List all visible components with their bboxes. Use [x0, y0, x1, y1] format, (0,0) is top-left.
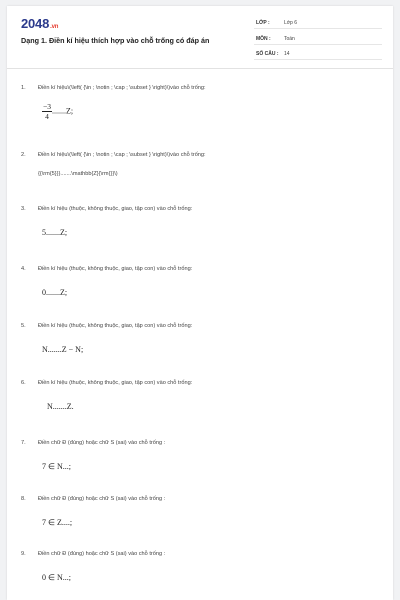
question-text: Điền kí hiệu (thuộc, không thuộc, giao, tập con) vào chỗ trống: — [38, 266, 193, 272]
question-number: 7. — [21, 440, 26, 446]
question-number: 9. — [21, 551, 26, 557]
logo-text: 2048 — [21, 16, 50, 31]
meta-label: MÔN : — [256, 36, 271, 42]
worksheet-header — [7, 6, 393, 69]
fraction-numerator: −3 — [43, 102, 51, 111]
answer-expression: {{\rm{5}}}.......\mathbb{Z}{\rm{}}\) — [38, 171, 118, 177]
question-text: Điền kí hiệu\(\left( {\in ; \notin ; \cap ; \subset } \right)\)vào chỗ trống: — [38, 85, 206, 91]
question-number: 3. — [21, 206, 26, 212]
page-title: Dạng 1. Điền kí hiệu thích hợp vào chỗ trống có đáp án — [21, 36, 210, 45]
answer-expression: N.......Z − N; — [42, 345, 84, 354]
question-text: Điền kí hiệu\(\left( {\in ; \notin ; \cap ; \subset } \right)\)vào chỗ trống: — [38, 152, 206, 158]
question-number: 6. — [21, 380, 26, 386]
answer-expression: 0.......Z; — [42, 288, 68, 297]
meta-value: Toán — [284, 36, 295, 42]
question-text: Điền chữ Đ (đúng) hoặc chữ S (sai) vào chỗ trống : — [38, 496, 166, 502]
meta-value: 14 — [284, 51, 290, 57]
question-number: 1. — [21, 85, 26, 91]
answer-expression: N.......Z. — [47, 402, 74, 411]
answer-expression: 0 ∈ N...; — [42, 573, 71, 582]
question-number: 5. — [21, 323, 26, 329]
answer-blank: .......Z; — [51, 106, 74, 116]
question-number: 2. — [21, 152, 26, 158]
fraction-denominator: 4 — [45, 112, 49, 121]
meta-label: SỐ CÂU : — [256, 51, 279, 57]
question-number: 8. — [21, 496, 26, 502]
fraction — [42, 102, 52, 121]
question-text: Điền kí hiệu (thuộc, không thuộc, giao, tập con) vào chỗ trống: — [38, 206, 193, 212]
question-text: Điền kí hiệu (thuộc, không thuộc, giao, tập con) vào chỗ trống: — [38, 323, 193, 329]
worksheet — [7, 6, 393, 600]
answer-expression: 5.......Z; — [42, 228, 68, 237]
answer-expression: 7 ∈ N...; — [42, 462, 71, 471]
answer-expression — [42, 102, 73, 121]
question-text: Điền kí hiệu (thuộc, không thuộc, giao, tập con) vào chỗ trống: — [38, 380, 193, 386]
meta-subject — [254, 33, 382, 45]
meta-value: Lớp 6 — [284, 20, 298, 26]
question-text: Điền chữ Đ (đúng) hoặc chữ S (sai) vào chỗ trống : — [38, 551, 166, 557]
question-number: 4. — [21, 266, 26, 272]
meta-class — [254, 17, 382, 29]
question-text: Điền chữ Đ (đúng) hoặc chữ S (sai) vào chỗ trống : — [38, 440, 166, 446]
meta-label: LỚP : — [256, 20, 270, 26]
meta-question-count — [254, 48, 382, 60]
logo-suffix: .vn — [50, 24, 59, 30]
site-logo[interactable] — [21, 16, 58, 31]
answer-expression: 7 ∈ Z....; — [42, 518, 73, 527]
